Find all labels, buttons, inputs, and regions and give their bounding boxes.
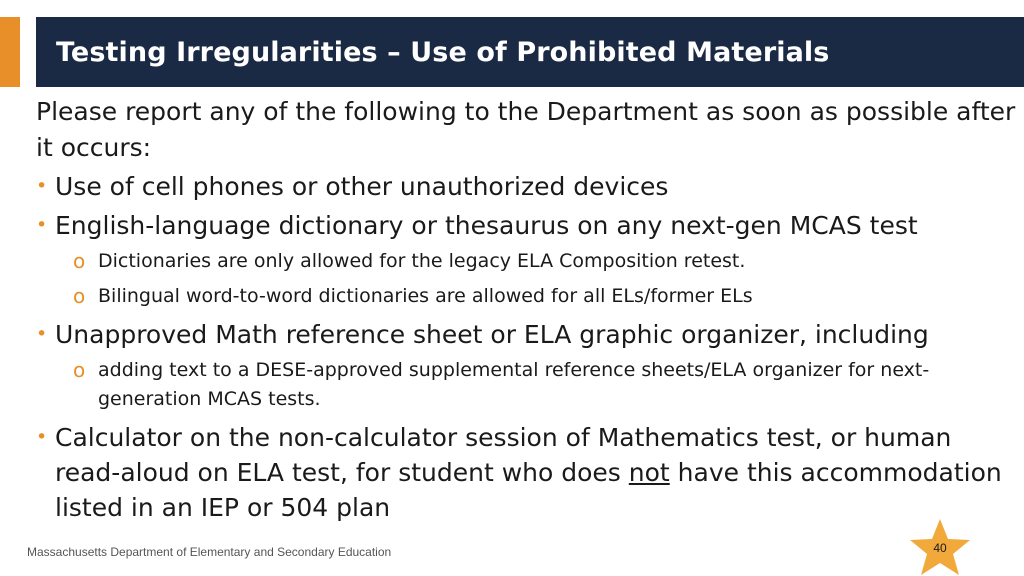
bullet-item	[36, 317, 1016, 352]
sub-bullet-marker: o	[73, 284, 86, 308]
bullet-item	[36, 169, 1016, 204]
sub-bullet-item	[36, 356, 1016, 414]
sub-bullet-item	[36, 282, 1016, 311]
sub-bullet-marker: o	[73, 358, 86, 382]
bullet-text-part: Calculator on the non-calculator session of Mathematics test, or human read-aloud on ELA test, for student who does	[55, 423, 952, 487]
bullet-marker: •	[36, 426, 48, 448]
sub-bullet-text: adding text to a DESE-approved supplemental reference sheets/ELA organizer for next-generation MCAS tests.	[98, 359, 930, 410]
bullet-text: Unapproved Math reference sheet or ELA graphic organizer, including	[55, 320, 929, 349]
bullet-text: English-language dictionary or thesaurus on any next-gen MCAS test	[55, 211, 918, 240]
sub-bullet-item	[36, 247, 1016, 276]
accent-bar	[0, 17, 20, 87]
bullet-text	[55, 423, 1002, 522]
bullet-marker: •	[36, 175, 48, 197]
footer-organization: Massachusetts Department of Elementary and Secondary Education	[27, 545, 392, 559]
sub-bullet-marker: o	[73, 249, 86, 273]
slide-body	[36, 94, 1016, 529]
sub-bullet-text: Bilingual word-to-word dictionaries are allowed for all ELs/former ELs	[98, 285, 753, 307]
bullet-item	[36, 208, 1016, 243]
title-bar	[36, 17, 1024, 87]
bullet-item	[36, 420, 1016, 525]
bullet-text: Use of cell phones or other unauthorized devices	[55, 172, 669, 201]
page-number: 40	[933, 541, 947, 555]
bullet-text-part: have this accommodation listed in an IEP or 504 plan	[55, 458, 1002, 522]
underlined-word: not	[628, 458, 670, 487]
intro-text: Please report any of the following to the Department as soon as possible after it occurs:	[36, 97, 1016, 162]
bullet-marker: •	[36, 214, 48, 236]
sub-bullet-text: Dictionaries are only allowed for the legacy ELA Composition retest.	[98, 250, 746, 272]
page-number-star	[908, 518, 972, 576]
slide-title: Testing Irregularities – Use of Prohibited Materials	[56, 36, 830, 68]
bullet-marker: •	[36, 323, 48, 345]
